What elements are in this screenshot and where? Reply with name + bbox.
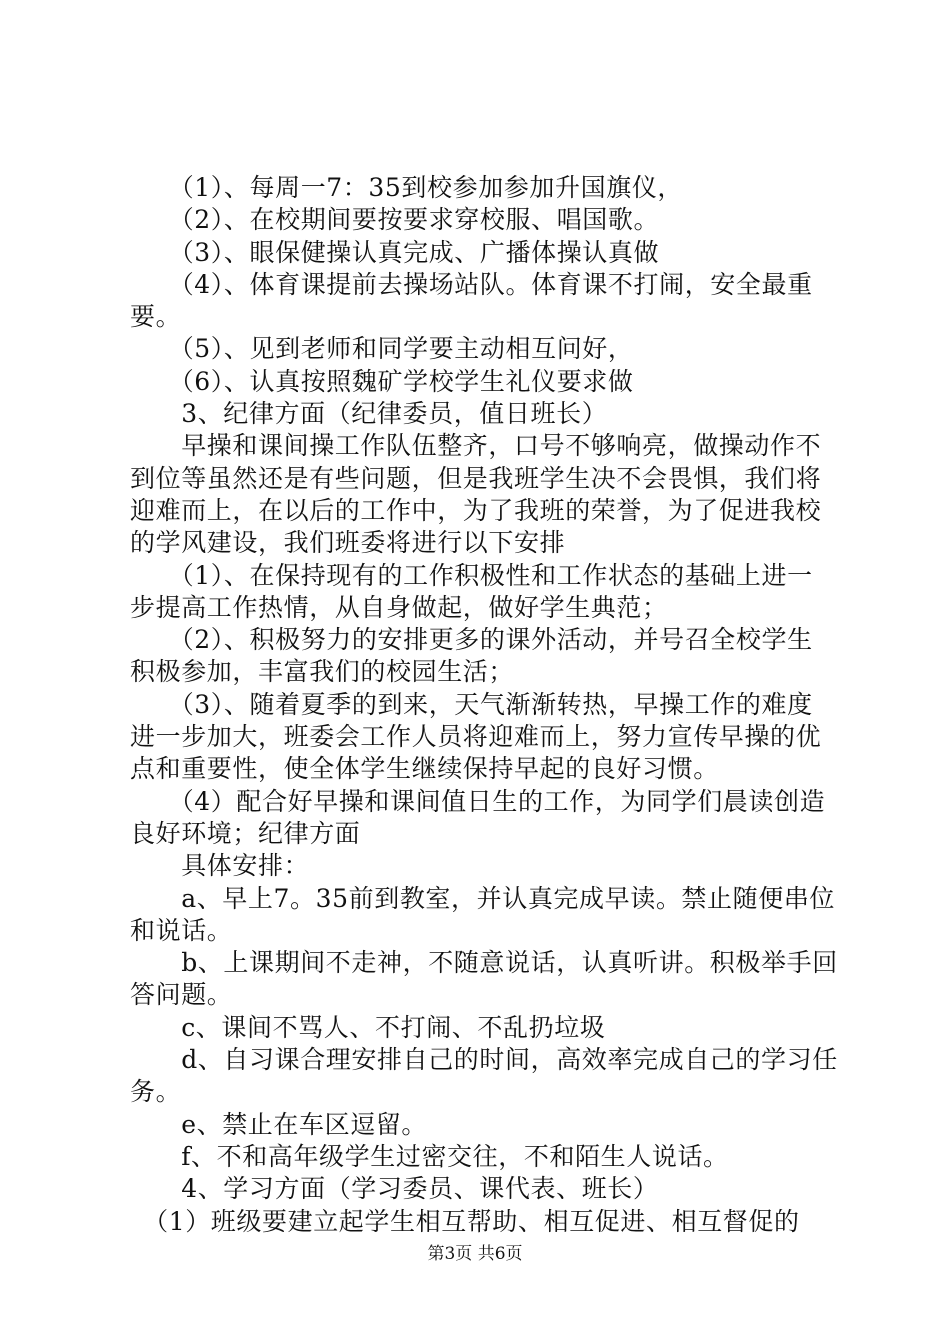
text-line: 具体安排： [130, 851, 310, 881]
text-line: f、不和高年级学生过密交往，不和陌生人说话。 [130, 1141, 729, 1171]
text-line: e、禁止在车区逗留。 [130, 1109, 427, 1139]
text-line: 4、学习方面（学习委员、课代表、班长） [130, 1174, 659, 1204]
text-line: 早操和课间操工作队伍整齐，口号不够响亮，做操动作不 [130, 431, 822, 461]
text-line: （6）、认真按照魏矿学校学生礼仪要求做 [130, 366, 634, 396]
text-line: （5）、见到老师和同学要主动相互问好， [130, 334, 634, 364]
text-line: d、自习课合理安排自己的时间，高效率完成自己的学习任 [130, 1045, 838, 1075]
text-line: a、早上7。35前到教室，并认真完成早读。禁止随便串位 [130, 883, 836, 913]
text-line: 和说话。 [130, 915, 233, 945]
text-line: 的学风建设，我们班委将进行以下安排 [130, 528, 566, 558]
text-line: 到位等虽然还是有些问题，但是我班学生决不会畏惧，我们将 [130, 463, 822, 493]
document-body [130, 172, 836, 1238]
text-line: b、上课期间不走神，不随意说话，认真听讲。积极举手回 [130, 948, 838, 978]
text-line: 进一步加大，班委会工作人员将迎难而上，努力宣传早操的优 [130, 722, 822, 752]
text-line: （2）、在校期间要按要求穿校服、唱国歌。 [130, 205, 660, 235]
text-line: （2）、积极努力的安排更多的课外活动，并号召全校学生 [130, 625, 813, 655]
text-line: 迎难而上，在以后的工作中，为了我班的荣誉，为了促进我校 [130, 495, 822, 525]
text-line: 点和重要性，使全体学生继续保持早起的良好习惯。 [130, 754, 719, 784]
text-line: （1）、在保持现有的工作积极性和工作状态的基础上进一 [130, 560, 813, 590]
page-number-footer: 第3页 共6页 [427, 1244, 523, 1264]
text-line: 务。 [130, 1077, 182, 1107]
text-line: 答问题。 [130, 980, 233, 1010]
text-line: （3）、眼保健操认真完成、广播体操认真做 [130, 237, 660, 267]
text-line: 积极参加，丰富我们的校园生活； [130, 657, 515, 687]
text-line: 良好环境；纪律方面 [130, 818, 361, 848]
text-line: （1）班级要建立起学生相互帮助、相互促进、相互督促的 [130, 1206, 800, 1236]
text-line: 3、纪律方面（纪律委员，值日班长） [130, 399, 608, 429]
text-line: （3）、随着夏季的到来，天气渐渐转热，早操工作的难度 [130, 689, 813, 719]
text-line: 要。 [130, 302, 182, 332]
text-line: （1）、每周一7：35到校参加参加升国旗仪， [130, 173, 684, 202]
text-line: （4）、体育课提前去操场站队。体育课不打闹，安全最重 [130, 269, 813, 299]
text-line: （4）配合好早操和课间值日生的工作，为同学们晨读创造 [130, 786, 826, 816]
text-line: c、课间不骂人、不打闹、不乱扔垃圾 [130, 1012, 606, 1042]
text-line: 步提高工作热情，从自身做起，做好学生典范； [130, 592, 668, 622]
